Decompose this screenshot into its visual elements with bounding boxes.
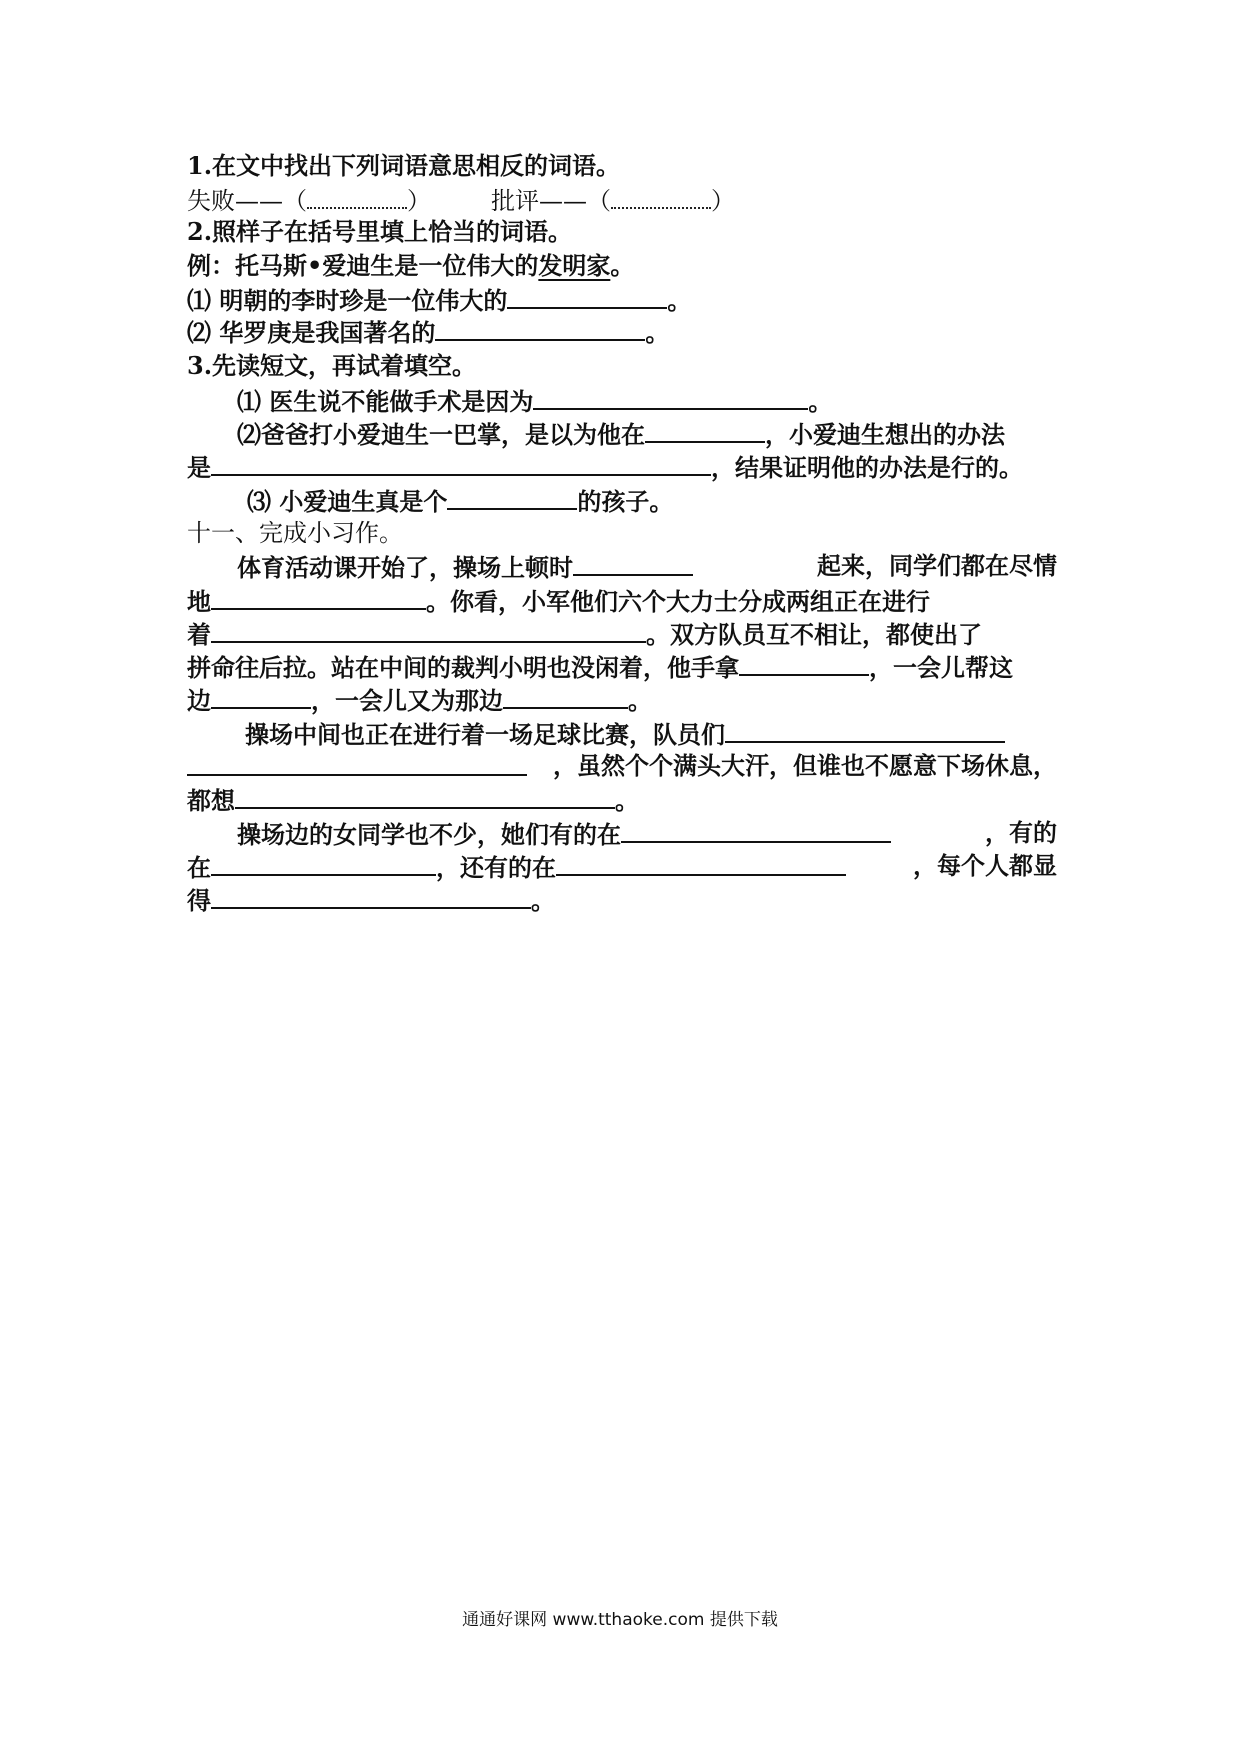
- q1-right-blank[interactable]: [611, 183, 711, 209]
- q2-example-prefix: 例：托马斯•爱迪生是一位伟大的: [187, 251, 539, 280]
- q3-item-1-blank[interactable]: [533, 384, 808, 410]
- q2-item-1-text: ⑴ 明朝的李时珍是一位伟大的: [187, 286, 508, 315]
- comp-p2-line1: [245, 717, 1057, 751]
- comp-p1-k: 。: [628, 686, 652, 715]
- comp-p1-j: ，一会儿又为那边: [311, 686, 503, 715]
- q3-item-3: [247, 484, 1057, 518]
- comp-p1-blank4[interactable]: [739, 650, 869, 676]
- comp-p1-blank5[interactable]: [211, 683, 311, 709]
- comp-p1-b: 起来，同学们都在尽情: [817, 551, 1057, 580]
- composition-title: [187, 517, 1057, 549]
- q3-item-2-part3: 是: [187, 453, 211, 482]
- comp-p1-a: 体育活动课开始了，操场上顿时: [237, 553, 573, 582]
- footer-text: 通通好课网 www.tthaoke.com 提供下载: [462, 1610, 778, 1630]
- comp-p3-blank2[interactable]: [211, 850, 436, 876]
- comp-p3-blank4[interactable]: [211, 883, 531, 909]
- composition-title-text: 十一、完成小习作。: [187, 519, 403, 547]
- comp-p1-h: ，一会儿帮这: [869, 653, 1013, 682]
- q1-title: [187, 150, 1057, 182]
- page-footer: [0, 1605, 1240, 1630]
- q3-item-2-line2: [187, 450, 1057, 484]
- comp-p1-g: 拼命往后拉。站在中间的裁判小明也没闲着，他手拿: [187, 653, 739, 682]
- comp-p1-line4: [187, 650, 1057, 684]
- q1-left-close: ）: [407, 187, 431, 215]
- comp-p3-e: ，每个人都显: [913, 851, 1057, 880]
- q3-item-3-end: 的孩子。: [577, 487, 674, 516]
- comp-p3-b: ，有的: [985, 818, 1057, 847]
- comp-p2-blank3[interactable]: [235, 783, 615, 809]
- comp-p3-line1: [237, 817, 1057, 851]
- comp-p3-d: ，还有的在: [436, 853, 556, 882]
- comp-p1-f: 。双方队员互不相让，都使出了: [646, 620, 982, 649]
- comp-p3-f: 得: [187, 886, 211, 915]
- comp-p2-b: ，虽然个个满头大汗，但谁也不愿意下场休息，: [553, 751, 1057, 780]
- comp-p3-line3: [187, 883, 1057, 917]
- q3-item-3-text: ⑶ 小爱迪生真是个: [247, 487, 448, 516]
- comp-p1-e: 着: [187, 620, 211, 649]
- q2-example-end: 。: [610, 251, 635, 280]
- comp-p2-c: 都想: [187, 786, 235, 815]
- comp-p2-a: 操场中间也正在进行着一场足球比赛，队员们: [245, 720, 725, 749]
- comp-p2-d: 。: [615, 786, 639, 815]
- q3-item-1-text: ⑴ 医生说不能做手术是因为: [237, 387, 534, 416]
- q3-item-2-line1: [237, 417, 1057, 451]
- q1-left-word: 失败——（: [187, 187, 307, 215]
- comp-p2-blank1[interactable]: [725, 717, 1005, 743]
- comp-p1-blank6[interactable]: [503, 683, 628, 709]
- q3-item-2-blank2[interactable]: [211, 450, 711, 476]
- q2-item-2-blank[interactable]: [435, 315, 645, 341]
- comp-p3-c: 在: [187, 853, 211, 882]
- q1-right-close: ）: [711, 187, 735, 215]
- q3-item-2-part2: ，小爱迪生想出的办法: [765, 420, 1005, 449]
- q1-title-text: 1.在文中找出下列词语意思相反的词语。: [187, 151, 621, 180]
- comp-p2-blank2[interactable]: [187, 750, 527, 776]
- comp-p1-blank1[interactable]: [573, 550, 693, 576]
- q1-right-word: 批评——（: [491, 187, 611, 215]
- q2-item-2-text: ⑵ 华罗庚是我国著名的: [187, 318, 436, 347]
- q2-example-answer: 发明家: [538, 251, 611, 280]
- q3-item-3-blank[interactable]: [447, 484, 577, 510]
- comp-p3-line2: [187, 850, 1057, 884]
- q2-title-text: 2.照样子在括号里填上恰当的词语。: [187, 217, 573, 246]
- q2-item-1-end: 。: [667, 286, 692, 315]
- q3-item-2-blank1[interactable]: [645, 417, 765, 443]
- q2-item-2: [187, 315, 1057, 349]
- q3-title: [187, 350, 1057, 382]
- q2-title: [187, 216, 1057, 248]
- comp-p1-blank3[interactable]: [211, 617, 646, 643]
- q3-item-1-end: 。: [808, 387, 833, 416]
- q3-title-text: 3.先读短文，再试着填空。: [187, 351, 477, 380]
- comp-p1-blank2[interactable]: [211, 584, 426, 610]
- q2-item-1: [187, 283, 1057, 317]
- comp-p1-d: 。你看，小军他们六个大力士分成两组正在进行: [426, 587, 930, 616]
- comp-p3-a: 操场边的女同学也不少，她们有的在: [237, 820, 621, 849]
- q3-item-2-part1: ⑵爸爸打小爱迪生一巴掌，是以为他在: [237, 420, 645, 449]
- q3-item-1: [237, 384, 1057, 418]
- comp-p3-blank3[interactable]: [556, 850, 846, 876]
- comp-p2-line3: [187, 783, 1057, 817]
- q2-item-1-blank[interactable]: [507, 283, 667, 309]
- comp-p2-line2: [187, 750, 1057, 784]
- q1-pairs: [187, 183, 1057, 217]
- q2-item-2-end: 。: [645, 318, 670, 347]
- q3-item-2-part4: ，结果证明他的办法是行的。: [711, 453, 1023, 482]
- comp-p1-line5: [187, 683, 1057, 717]
- comp-p1-line1: [237, 550, 1057, 584]
- comp-p1-line3: [187, 617, 1057, 651]
- comp-p3-g: 。: [531, 886, 555, 915]
- q2-example: [187, 250, 1057, 282]
- comp-p1-i: 边: [187, 686, 211, 715]
- comp-p1-line2: [187, 584, 1057, 618]
- q1-left-blank[interactable]: [307, 183, 407, 209]
- comp-p3-blank1[interactable]: [621, 817, 891, 843]
- comp-p1-c: 地: [187, 587, 211, 616]
